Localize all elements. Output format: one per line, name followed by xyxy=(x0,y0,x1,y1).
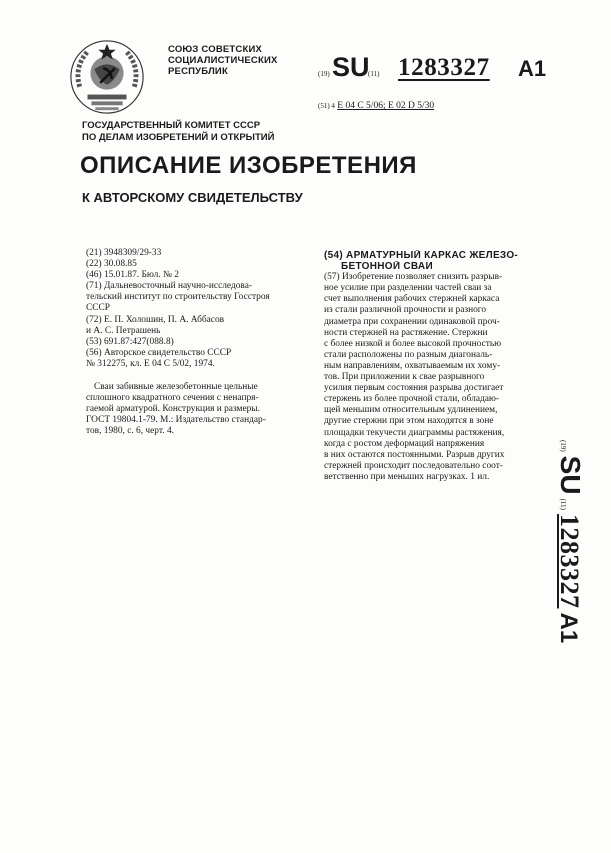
inid-code-51: (51) 4 xyxy=(318,102,335,110)
vertical-kind-code: A1 xyxy=(555,612,582,644)
abstract-line: ности стержней на растяжение. Стержни xyxy=(324,327,488,338)
abstract-line: стали расположены по разным диагональ- xyxy=(324,349,493,360)
issuer-line: СОЦИАЛИСТИЧЕСКИХ xyxy=(168,55,278,66)
abstract-line: ветственно при меньших нагрузках. 1 ил. xyxy=(324,471,490,482)
biblio-line: (21) 3948309/29-33 xyxy=(86,248,162,258)
reference-line: тов, 1980, с. 6, черт. 4. xyxy=(86,426,174,437)
vertical-inid-code-11: (11) xyxy=(559,498,567,510)
biblio-line: (53) 691.87:427(088.8) xyxy=(86,336,174,347)
committee-line: ГОСУДАРСТВЕННЫЙ КОМИТЕТ СССР xyxy=(82,120,261,131)
biblio-line: (46) 15.01.87. Бюл. № 2 xyxy=(86,270,179,281)
reference-line: сплошного квадратного сечения с ненапря- xyxy=(86,393,259,404)
reference-line: Сваи забивные железобетонные цельные xyxy=(94,382,258,393)
ipc-classification xyxy=(318,101,434,111)
document-title: ОПИСАНИЕ ИЗОБРЕТЕНИЯ xyxy=(80,152,417,179)
inid-code-19: (19) xyxy=(318,70,330,78)
ussr-emblem-icon xyxy=(68,38,146,116)
biblio-line: СССР xyxy=(86,303,110,314)
abstract-line: из стали различной прочности и разного xyxy=(324,305,487,316)
abstract-column xyxy=(324,250,550,483)
reference-line: ГОСТ 19804.1-79. М.: Издательство стандар- xyxy=(86,415,266,426)
invention-title-line: (54) АРМАТУРНЫЙ КАРКАС ЖЕЛЕЗО- xyxy=(324,250,519,261)
biblio-line: тельский институт по строительству Госстроя xyxy=(86,292,270,303)
kind-code: A1 xyxy=(518,56,547,81)
abstract-line: тов. При приложении к сваe разрывного xyxy=(324,372,485,383)
biblio-line: (22) 30.08.85 xyxy=(86,259,137,270)
committee-name xyxy=(82,120,274,144)
abstract-line: ное усилие при разделении частей сваи за xyxy=(324,283,492,294)
abstract-line: усилия первым состояния разрыва достигает xyxy=(324,383,504,394)
inid-code-11: (11) xyxy=(368,70,380,78)
issuer-name xyxy=(168,44,278,77)
biblio-line: № 312275, кл. Е 04 С 5/02, 1974. xyxy=(86,358,215,369)
biblio-line: (71) Дальневосточный научно-исследова- xyxy=(86,281,253,292)
vertical-country-code: SU xyxy=(555,455,586,495)
abstract-line: когда с ростом деформаций напряжения xyxy=(324,438,485,449)
document-subtitle: К АВТОРСКОМУ СВИДЕТЕЛЬСТВУ xyxy=(82,190,303,205)
abstract-line: с более низкой и более высокой прочностью xyxy=(324,338,502,349)
committee-line: ПО ДЕЛАМ ИЗОБРЕТЕНИЙ И ОТКРЫТИЙ xyxy=(82,132,275,143)
bibliographic-column xyxy=(86,248,312,438)
abstract-line: другие стержни при этом находятся в зоне xyxy=(324,416,494,427)
abstract-line: счет выполнения рабочих стержней каркаса xyxy=(324,294,500,305)
vertical-patent-number: 1283327 xyxy=(555,513,584,609)
reference-line: гаемой арматурой. Конструкция и размеры. xyxy=(86,404,260,415)
abstract-line: диаметра при сохранении одинаковой проч- xyxy=(324,316,500,327)
biblio-line: (72) Е. П. Холошин, П. А. Аббасов xyxy=(86,314,225,325)
abstract-line: (57) Изобретение позволяет снизить разрыв- xyxy=(324,272,503,283)
ipc-classes: E 04 C 5/06; E 02 D 5/30 xyxy=(337,101,435,111)
abstract-line: площадки текучести диаграммы растяжения, xyxy=(324,427,505,438)
vertical-patent-identifier xyxy=(552,440,592,700)
vertical-inid-code-19: (19) xyxy=(559,440,567,452)
patent-number: 1283327 xyxy=(398,54,490,81)
abstract-line: стержней происходит последовательно соот- xyxy=(324,460,503,471)
abstract-line: в них остаются постоянными. Разрыв других xyxy=(324,449,505,460)
issuer-line: РЕСПУБЛИК xyxy=(168,66,228,77)
abstract-line: ным направлениям, охватываемым их хому- xyxy=(324,360,501,371)
country-code: SU xyxy=(332,52,370,82)
invention-title-line: БЕТОННОЙ СВАИ xyxy=(341,261,433,273)
issuer-line: СОЮЗ СОВЕТСКИХ xyxy=(168,44,263,55)
abstract-line: стержень из более прочной стали, обладаю- xyxy=(324,394,500,405)
biblio-line: и А. С. Петрашень xyxy=(86,325,161,336)
biblio-line: (56) Авторское свидетельство СССР xyxy=(86,347,232,358)
abstract-line: щей меньшим относительным удлинением, xyxy=(324,405,498,416)
